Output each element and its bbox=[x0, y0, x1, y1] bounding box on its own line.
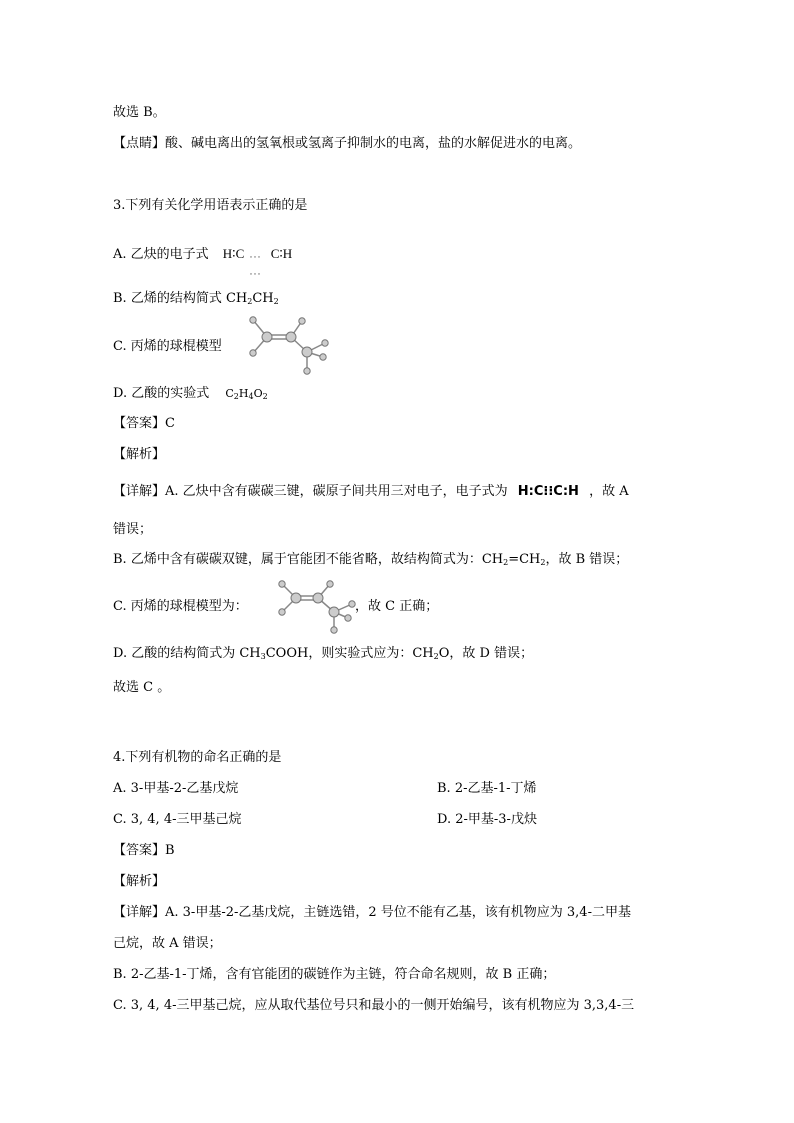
acetylene-electron-formula-bold: H:C⁝⁝C:H bbox=[517, 484, 579, 499]
detail-3a-cont: 错误； bbox=[113, 522, 153, 537]
subscript: 2 bbox=[540, 558, 546, 567]
detail-text: 【详解】A. 乙炔中含有碳碳三键，碳原子间共用三对电子，电子式为 bbox=[113, 484, 508, 499]
detail-3c-tail: ，故 C 正确； bbox=[355, 599, 439, 614]
question-3-title: 3.下列有关化学用语表示正确的是 bbox=[113, 198, 308, 213]
option-a-label: A. 乙炔的电子式 bbox=[113, 247, 209, 262]
option-d-text: D. 乙酸的实验式 bbox=[113, 386, 210, 401]
empirical-formula: $C_2H_4O_2$ bbox=[225, 387, 268, 401]
detail-4b: B. 2-乙基-1-丁烯，含有官能团的碳链作为主链，符合命名规则，故 B 正确； bbox=[113, 967, 556, 982]
propene-ball-stick-model bbox=[245, 315, 335, 377]
answer-4: 【答案】B bbox=[113, 843, 175, 858]
formula-part: C∶H bbox=[270, 246, 293, 261]
detail-4a: 【详解】A. 3-甲基-2-乙基戊烷，主链选错，2 号位不能有乙基，该有机物应为 3,4-二甲基 bbox=[113, 905, 631, 920]
subscript: 2 bbox=[503, 558, 509, 567]
acetylene-electron-formula: H∶C ··· ··· C∶H bbox=[222, 246, 293, 279]
option-a bbox=[113, 245, 293, 279]
subscript: 2 bbox=[233, 392, 239, 401]
option-b-text: B. 乙烯的结构简式 CH bbox=[113, 291, 248, 306]
detail-text: ，故 A bbox=[589, 484, 629, 499]
q4-option-a: A. 3-甲基-2-乙基戊烷 bbox=[113, 781, 239, 796]
option-b bbox=[113, 290, 279, 311]
subscript: 4 bbox=[248, 392, 254, 401]
detail-text: D. 乙酸的结构简式为 CH bbox=[113, 646, 261, 661]
detail-3a bbox=[113, 483, 629, 501]
answer-3: 【答案】C bbox=[113, 416, 175, 431]
analysis-4: 【解析】 bbox=[113, 874, 166, 889]
detail-text: ，故 B 错误； bbox=[545, 552, 629, 567]
subscript: 2 bbox=[247, 297, 253, 306]
formula-part: H∶C bbox=[222, 246, 245, 261]
detail-text: =CH bbox=[508, 552, 541, 567]
option-d bbox=[113, 385, 268, 406]
subscript: 2 bbox=[262, 392, 268, 401]
detail-3b bbox=[113, 551, 628, 572]
detail-text: B. 乙烯中含有碳碳双键，属于官能团不能省略，故结构简式为：CH bbox=[113, 552, 504, 567]
propene-ball-stick-model bbox=[276, 578, 366, 636]
question-4-title: 4.下列有机物的命名正确的是 bbox=[113, 750, 282, 765]
detail-text: COOH，则实验式应为：CH bbox=[265, 646, 434, 661]
subscript: 2 bbox=[433, 652, 439, 661]
final-choice-3: 故选 C 。 bbox=[113, 680, 171, 695]
option-c: C. 丙烯的球棍模型 bbox=[113, 339, 222, 354]
option-b-text: CH bbox=[252, 291, 274, 306]
text-line: 故选 B。 bbox=[113, 105, 166, 120]
q4-option-b: B. 2-乙基-1-丁烯 bbox=[437, 781, 537, 796]
analysis-3: 【解析】 bbox=[113, 447, 166, 462]
q4-option-d: D. 2-甲基-3-戊炔 bbox=[437, 812, 537, 827]
detail-4a-cont: 己烷，故 A 错误； bbox=[113, 936, 222, 951]
detail-3d bbox=[113, 645, 533, 666]
subscript: 3 bbox=[260, 652, 266, 661]
q4-option-c: C. 3, 4, 4-三甲基己烷 bbox=[113, 812, 242, 827]
detail-text: O，故 D 错误； bbox=[438, 646, 534, 661]
subscript: 2 bbox=[273, 297, 279, 306]
detail-3c: C. 丙烯的球棍模型为： bbox=[113, 599, 248, 614]
detail-4c: C. 3, 4, 4-三甲基己烷，应从取代基位号只和最小的一侧开始编号，该有机物应为 3,3,4-三 bbox=[113, 998, 635, 1013]
text-line: 【点睛】酸、碱电离出的氢氧根或氢离子抑制水的电离，盐的水解促进水的电离。 bbox=[113, 136, 582, 151]
formula-part: C bbox=[225, 387, 234, 400]
